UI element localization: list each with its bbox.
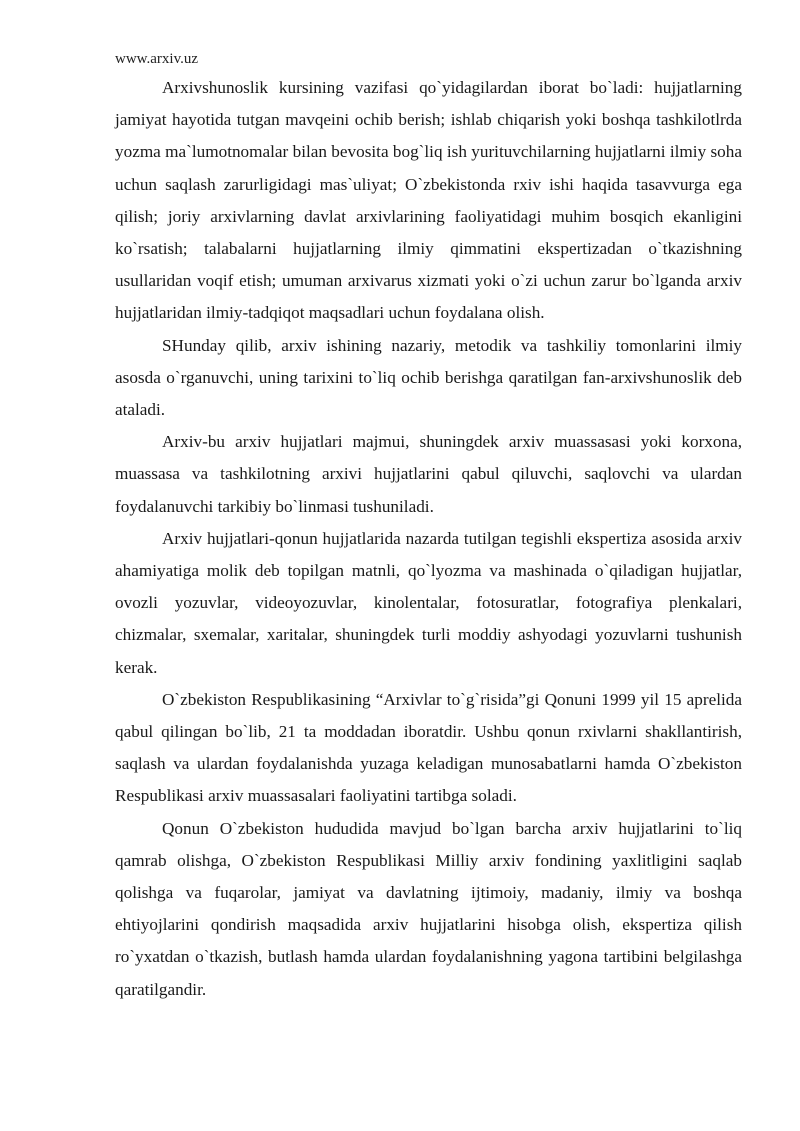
site-url-header: www.arxiv.uz [115, 51, 199, 67]
paragraph-2: SHunday qilib, arxiv ishining nazariy, metodik va tashkiliy tomonlarini ilmiy asosda o`rganuvchi, uning tarixini to`liq ochib berishga qaratilgan fan-arxivshunoslik deb ataladi. [115, 335, 742, 420]
paragraph-4: Arxiv hujjatlari-qonun hujjatlarida nazarda tutilgan tegishli ekspertiza asosida arxiv ahamiyatiga molik deb topilgan matnli, qo`lyozma va mashinada o`qiladigan hujjatlar, ovozli yozuvlar, videoyozuvlar, kinolentalar, fotosuratlar, fotografiya plenkalari, chizmalar, sxemalar, xaritalar, shuningdek turli moddiy ashyodagi yozuvlarni tushunish kerak. [115, 528, 742, 677]
paragraph-6: Qonun O`zbekiston hududida mavjud bo`lgan barcha arxiv hujjatlarini to`liq qamrab olishga, O`zbekiston Respublikasi Milliy arxiv fondining yaxlitligini saqlab qolishga va fuqarolar, jamiyat va davlatning ijtimoiy, madaniy, ilmiy va boshqa ehtiyojlarini qondirish maqsadida arxiv hujjatlarini hisobga olish, ekspertiza qilish ro`yxatdan o`tkazish, butlash hamda ulardan foydalanishning yagona tartibini belgilashga qaratilgandir. [115, 818, 742, 999]
document-body [115, 72, 742, 1006]
paragraph-5: O`zbekiston Respublikasining “Arxivlar to`g`risida”gi Qonuni 1999 yil 15 aprelida qabul qilingan bo`lib, 21 ta moddadan iboratdir. Ushbu qonun rxivlarni shakllantirish, saqlash va ulardan foydalanishda yuzaga keladigan munosabatlarni hamda O`zbekiston Respublikasi arxiv muassasalari faoliyatini tartibga soladi. [115, 689, 742, 806]
paragraph-3: Arxiv-bu arxiv hujjatlari majmui, shuningdek arxiv muassasasi yoki korxona, muassasa va tashkilotning arxivi hujjatlarini qabul qiluvchi, saqlovchi va ulardan foydalanuvchi tarkibiy bo`linmasi tushuniladi. [115, 432, 742, 516]
paragraph-1: Arxivshunoslik kursining vazifasi qo`yidagilardan iborat bo`ladi: hujjatlarning jamiyat hayotida tutgan mavqeini ochib berish; ishlab chiqarish yoki boshqa tashkilotlrda yozma ma`lumotnomalar bilan bevosita bog`liq ish yurituvchilarning hujjatlarni ilmiy soha uchun saqlash zarurligidagi mas`uliyat; O`zbekistonda rxiv ishi haqida tasavvurga ega qilish; joriy arxivlarning davlat arxivlarining faoliyatidagi muhim bosqich ekanligini ko`rsatish; talabalarni hujjatlarning ilmiy qimmatini ekspertizadan o`tkazishning usullaridan voqif etish; umuman arxivarus xizmati yoki o`zi uchun zarur bo`lganda arxiv hujjatlaridan ilmiy-tadqiqot maqsadlari uchun foydalana olish. [115, 78, 742, 323]
